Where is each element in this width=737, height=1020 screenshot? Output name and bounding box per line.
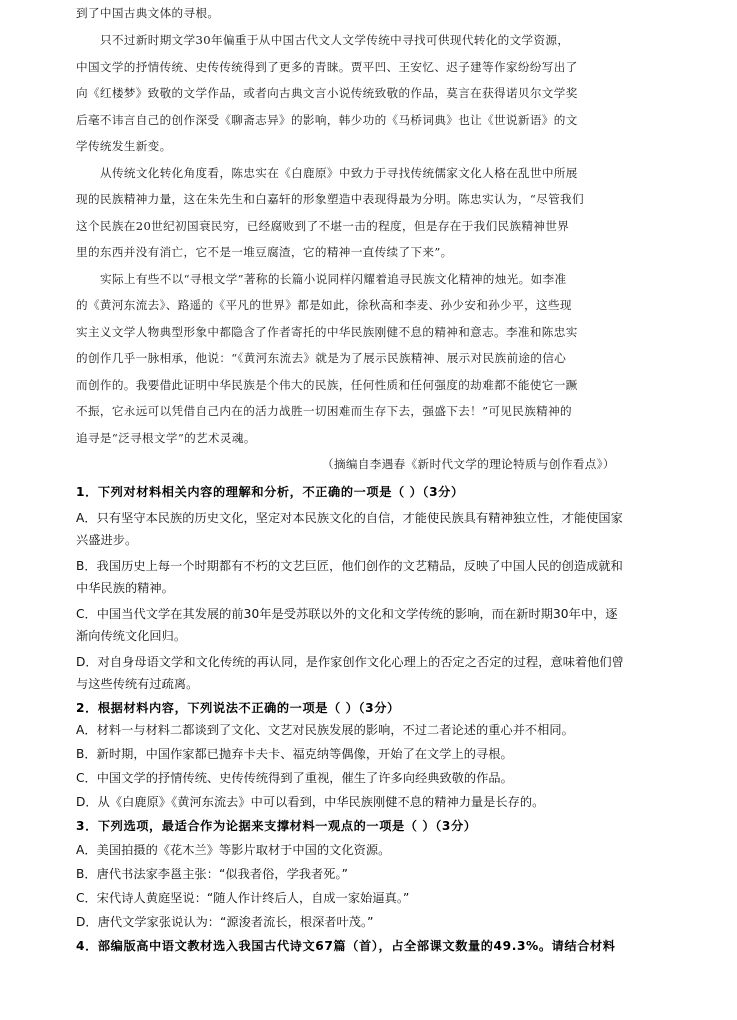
question-1-option-a: A．只有坚守本民族的历史文化，坚定对本民族文化的自信，才能使民族具有精神独立性，才能使国家 <box>76 511 623 525</box>
question-3-option-a: A．美国拍摄的《花木兰》等影片取材于中国的文化资源。 <box>76 843 391 857</box>
question-2-option-d: D．从《白鹿原》《黄河东流去》中可以看到，中华民族刚健不息的精神力量是长存的。 <box>76 795 545 809</box>
passage-line: 现的民族精神力量，这在朱先生和白嘉轩的形象塑造中表现得最为分明。陈忠实认为，“尽管我们 <box>76 192 584 206</box>
question-2-option-b: B．新时期，中国作家都已抛弃卡夫卡、福克纳等偶像，开始了在文学上的寻根。 <box>76 747 513 761</box>
passage-line: 这个民族在20世纪初国衰民穷，已经腐败到了不堪一击的程度，但是存在于我们民族精神世界 <box>76 219 570 233</box>
passage-line: 实际上有些不以“寻根文学”著称的长篇小说同样闪耀着追寻民族文化精神的烛光。如李准 <box>100 272 567 286</box>
question-4-stem: 4．部编版高中语文教材选入我国古代诗文67篇（首），占全部课文数量的49.3%。请结合材料 <box>76 939 616 953</box>
question-3-option-d: D．唐代文学家张说认为：“源浚者流长，根深者叶茂。” <box>76 915 374 929</box>
question-2-option-a: A．材料一与材料二都谈到了文化、文艺对民族发展的影响，不过二者论述的重心并不相同。 <box>76 723 574 737</box>
passage-line: 向《红楼梦》致敬的文学作品，或者向古典文言小说传统致敬的作品，莫言在获得诺贝尔文学奖 <box>76 86 578 100</box>
passage-line: 的创作几乎一脉相承，他说：“《黄河东流去》就是为了展示民族精神、展示对民族前途的信心 <box>76 351 567 365</box>
passage-line: 后毫不讳言自己的创作深受《聊斋志异》的影响，韩少功的《马桥词典》也让《世说新语》的文 <box>76 113 578 127</box>
passage-line: 只不过新时期文学30年偏重于从中国古代文人文学传统中寻找可供现代转化的文学资源， <box>100 33 570 47</box>
passage-source: （摘编自李遇春《新时代文学的理论特质与创作看点》） <box>322 457 615 471</box>
passage-line: 而创作的。我要借此证明中华民族是个伟大的民族，任何性质和任何强度的劫难都不能使它一蹶 <box>76 378 578 392</box>
passage-line: 到了中国古典文体的寻根。 <box>76 6 220 20</box>
question-1-option-c: C．中国当代文学在其发展的前30年是受苏联以外的文化和文学传统的影响，而在新时期30年中，逐 <box>76 607 618 621</box>
question-1-option-d: D．对自身母语文学和文化传统的再认同，是作家创作文化心理上的否定之否定的过程，意味着他们曾 <box>76 655 624 669</box>
question-1-option-d-cont: 与这些传统有过疏离。 <box>76 677 199 691</box>
question-1-option-a-cont: 兴盛进步。 <box>76 533 138 547</box>
question-2-stem: 2．根据材料内容，下列说法不正确的一项是（ ）（3分） <box>76 701 400 715</box>
passage-line: 实主义文学人物典型形象中都隐含了作者寄托的中华民族刚健不息的精神和意志。李准和陈忠实 <box>76 325 578 339</box>
question-1-option-b-cont: 中华民族的精神。 <box>76 581 174 595</box>
question-1-option-c-cont: 渐向传统文化回归。 <box>76 629 187 643</box>
passage-line: 里的东西并没有消亡，它不是一堆豆腐渣，它的精神一直传续了下来”。 <box>76 245 453 259</box>
passage-line: 的《黄河东流去》、路遥的《平凡的世界》都是如此，徐秋高和李麦、孙少安和孙少平，这些现 <box>76 298 572 312</box>
question-1-stem: 1．下列对材料相关内容的理解和分析，不正确的一项是（ ）（3分） <box>76 485 464 499</box>
question-3-stem: 3．下列选项，最适合作为论据来支撑材料一观点的一项是（ ）（3分） <box>76 819 477 833</box>
question-1-option-b: B．我国历史上每一个时期都有不朽的文艺巨匠，他们创作的文艺精品，反映了中国人民的创造成就和 <box>76 559 623 573</box>
passage-line: 学传统发生新变。 <box>76 139 172 153</box>
passage-line: 不振，它永远可以凭借自己内在的活力战胜一切困难而生存下去，强盛下去！”可见民族精神的 <box>76 404 572 418</box>
passage-line: 从传统文化转化角度看，陈忠实在《白鹿原》中致力于寻找传统儒家文化人格在乱世中所展 <box>100 166 578 180</box>
passage-line: 中国文学的抒情传统、史传传统得到了更多的青睐。贾平凹、王安忆、迟子建等作家纷纷写出了 <box>76 60 578 74</box>
passage-line: 追寻是“泛寻根文学”的艺术灵魂。 <box>76 431 256 445</box>
question-3-option-b: B．唐代书法家李邕主张：“似我者俗，学我者死。” <box>76 867 349 881</box>
question-2-option-c: C．中国文学的抒情传统、史传传统得到了重视，催生了许多向经典致敬的作品。 <box>76 771 513 785</box>
question-3-option-c: C．宋代诗人黄庭坚说：“随人作计终后人，自成一家始逼真。” <box>76 891 410 905</box>
